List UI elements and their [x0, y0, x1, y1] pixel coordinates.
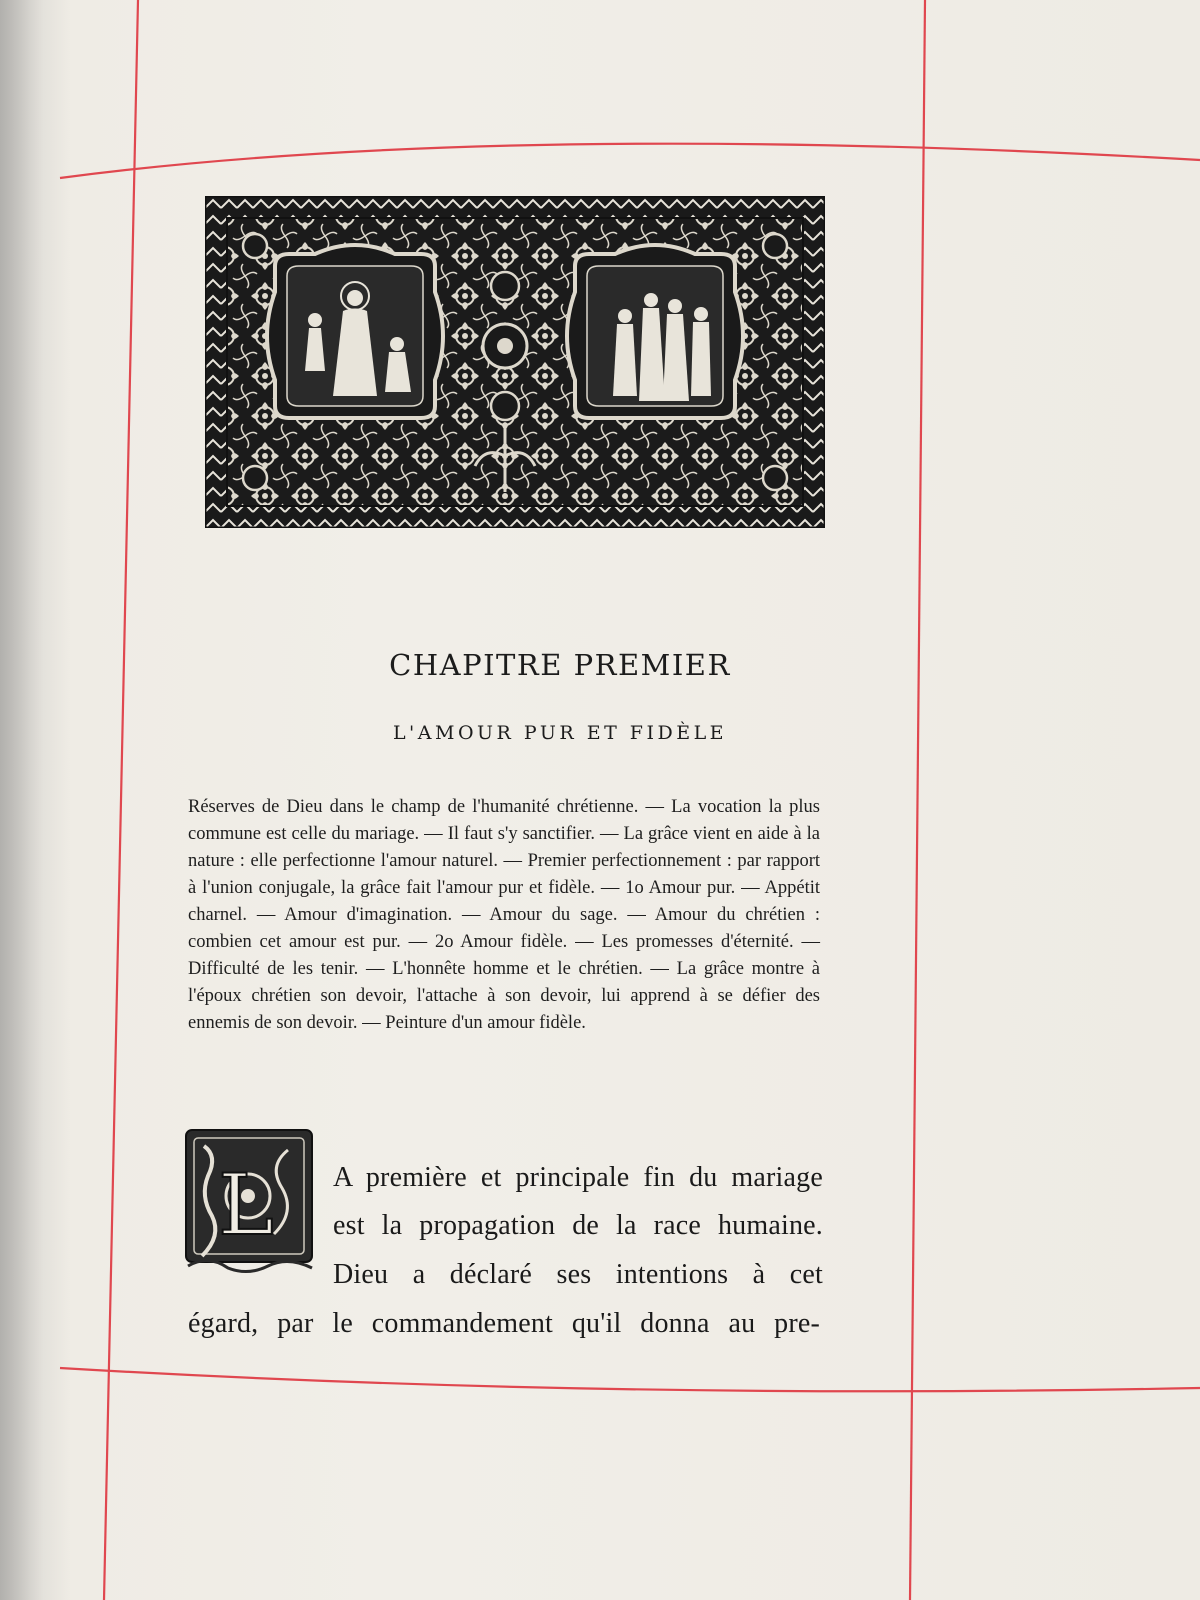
body-line-3: Dieu a déclaré ses intentions à cet — [333, 1259, 823, 1290]
headpiece-ornament — [205, 196, 825, 528]
illuminated-initial-icon — [178, 1126, 320, 1276]
body-line-1: A première et principale fin du mariage — [333, 1162, 823, 1193]
chapter-title: CHAPITRE PREMIER — [389, 648, 731, 682]
ornamental-headpiece-icon — [205, 196, 825, 528]
body-line-2: est la propagation de la race humaine. — [333, 1210, 823, 1241]
dropcap-initial — [178, 1126, 320, 1276]
dropcap-letter: L — [218, 1156, 274, 1254]
chapter-subtitle: L'AMOUR PUR ET FIDÈLE — [392, 722, 728, 744]
body-line-4: égard, par le commandement qu'il donna au pre- — [188, 1308, 820, 1339]
chapter-summary: Réserves de Dieu dans le champ de l'humanité chrétienne. — La vocation la plus commune est celle du mariage. — Il faut s'y sanctifier. — La grâce vient en aide à la nature : elle perfectionne l'amour naturel. — Premier perfectionnement : par rapport à l'union conjugale, la grâce fait l'amour pur et fidèle. — 1o Amour pur. — Appétit charnel. — Amour d'imagination. — Amour du sage. — Amour du chrétien : combien cet amour est pur. — 2o Amour fidèle. — Les promesses d'éternité. — Difficulté de les tenir. — L'honnête homme et le chrétien. — La grâce montre à l'époux chrétien son devoir, l'attache à son devoir, lui apprend à se défier des ennemis de son devoir. — Peinture d'un amour fidèle. — [188, 797, 820, 1033]
